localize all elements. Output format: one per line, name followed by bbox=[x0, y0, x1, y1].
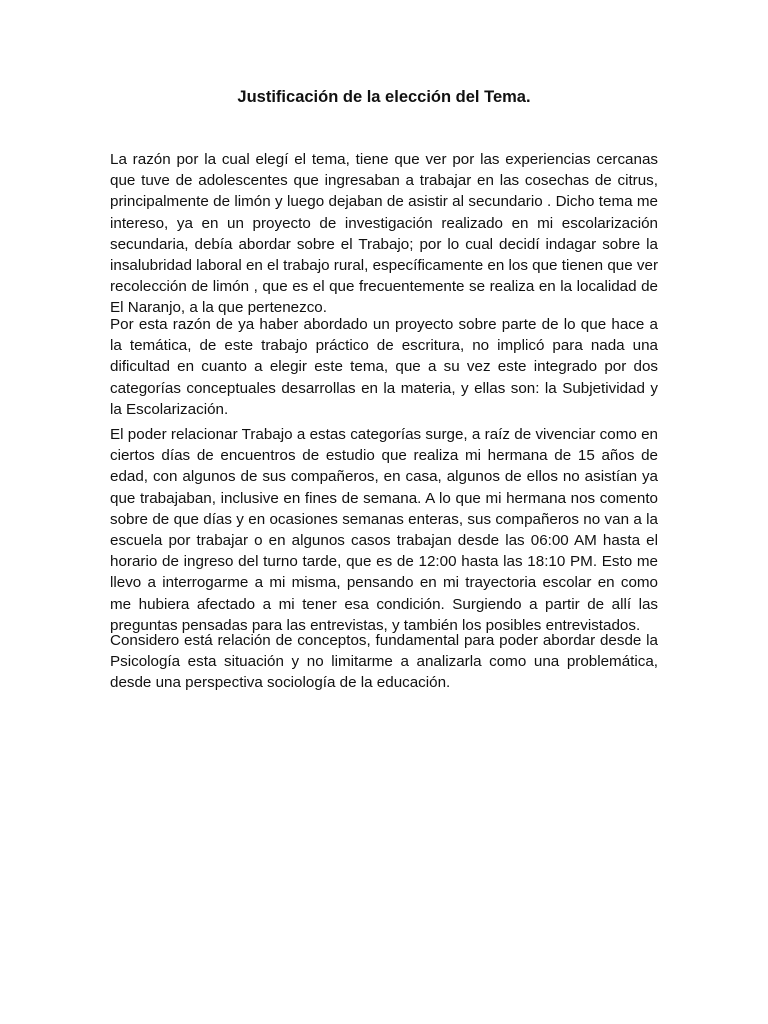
paragraph-3: El poder relacionar Trabajo a estas categorías surge, a raíz de vivenciar como en ciertos días de encuentros de estudio que realiza mi hermana de 15 años de edad, con algunos de sus compañeros, en casa, algunos de ellos no asistían ya que trabajaban, inclusive en fines de semana. A lo que mi hermana nos comento sobre de que días y en ocasiones semanas enteras, sus compañeros no van a la escuela por trabajar o en algunos casos trabajan desde las 06:00 AM hasta el horario de ingreso del turno tarde, que es de 12:00 hasta las 18:10 PM. Esto me llevo a interrogarme a mi misma, pensando en mi trayectoria escolar en como me hubiera afectado a mi tener esa condición. Surgiendo a partir de allí las preguntas pensadas para las entrevistas, y también los posibles entrevistados. bbox=[110, 426, 658, 634]
document-title: Justificación de la elección del Tema. bbox=[237, 88, 531, 106]
paragraph-2: Por esta razón de ya haber abordado un proyecto sobre parte de lo que hace a la temática, de este trabajo práctico de escritura, no implicó para nada una dificultad en cuanto a elegir este tema, que a su vez este integrado por dos categorías conceptuales desarrollas en la materia, y ellas son: la Subjetividad y la Escolarización. bbox=[110, 316, 658, 418]
paragraph-4: Considero está relación de conceptos, fundamental para poder abordar desde la Psicología esta situación y no limitarme a analizarla como una problemática, desde una perspectiva sociología de la educación. bbox=[110, 632, 658, 692]
paragraph-1: La razón por la cual elegí el tema, tiene que ver por las experiencias cercanas que tuve de adolescentes que ingresaban a trabajar en las cosechas de citrus, principalmente de limón y luego dejaban de asistir al secundario . Dicho tema me intereso, ya en un proyecto de investigación realizado en mi escolarización secundaria, debía abordar sobre el Trabajo; por lo cual decidí indagar sobre la insalubridad laboral en el trabajo rural, específicamente en los que tienen que ver recolección de limón , que es el que frecuentemente se realiza en la localidad de El Naranjo, a la que pertenezco. bbox=[110, 151, 658, 317]
